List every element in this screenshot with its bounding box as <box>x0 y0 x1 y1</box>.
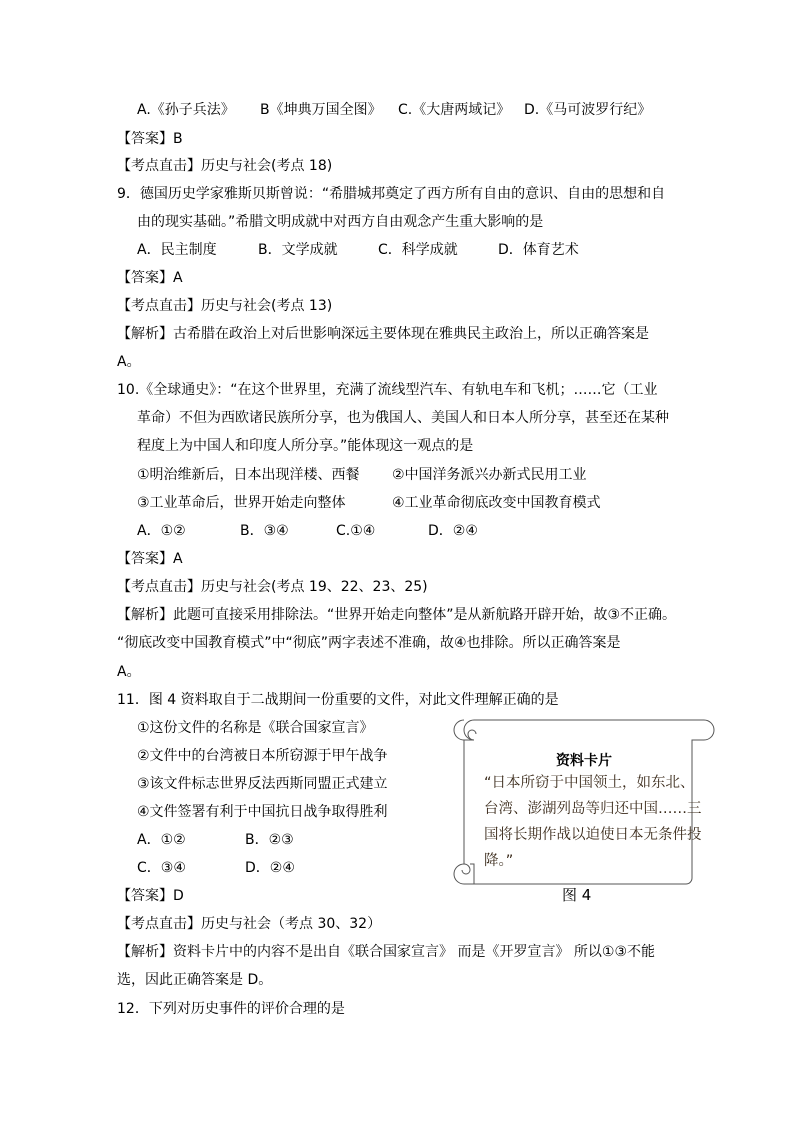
q11-option-c: C．③④ <box>137 860 186 876</box>
q9-analysis-2: A。 <box>117 354 141 370</box>
q12-stem: 12．下列对历史事件的评价合理的是 <box>117 1001 345 1017</box>
q9-answer: 【答案】A <box>117 270 183 286</box>
material-card <box>452 718 716 886</box>
q9-option-b: B．文学成就 <box>258 242 338 258</box>
q11-answer: 【答案】D <box>117 888 184 904</box>
q9-option-a: A．民主制度 <box>137 242 217 258</box>
q10-point: 【考点直击】历史与社会(考点 19、22、23、25) <box>117 579 428 595</box>
card-title: 资料卡片 <box>556 753 612 769</box>
q10-stem-1: 10.《全球通史》：“在这个世界里，充满了流线型汽车、有轨电车和飞机；……它（工业 <box>117 382 658 398</box>
q8-option-d: D.《马可波罗行纪》 <box>524 102 652 118</box>
q9-option-d: D．体育艺术 <box>498 242 579 258</box>
q10-option-a: A．①② <box>137 523 186 539</box>
q11-item-1: ①这份文件的名称是《联合国家宣言》 <box>137 720 374 736</box>
q10-analysis-3: A。 <box>117 664 141 680</box>
q10-answer: 【答案】A <box>117 551 183 567</box>
q11-item-2: ②文件中的台湾被日本所窃源于甲午战争 <box>137 748 388 764</box>
q11-stem: 11．图 4 资料取自于二战期间一份重要的文件，对此文件理解正确的是 <box>117 692 559 708</box>
q11-item-3: ③该文件标志世界反法西斯同盟正式建立 <box>137 776 388 792</box>
q11-option-a: A．①② <box>137 832 186 848</box>
q10-stem-3: 程度上为中国人和印度人所分享。”能体现这一观点的是 <box>137 438 474 454</box>
q10-analysis-2: “彻底改变中国教育模式”中“彻底”两字表述不准确，故④也排除。所以正确答案是 <box>117 635 621 651</box>
q8-answer: 【答案】B <box>117 131 183 147</box>
q11-analysis-1: 【解析】资料卡片中的内容不是出自《联合国家宣言》 而是《开罗宣言》 所以①③不能 <box>117 944 655 960</box>
q9-stem-2: 由的现实基础。”希腊文明成就中对西方自由观念产生重大影响的是 <box>137 214 544 230</box>
q8-option-b: B《坤典万国全图》 <box>260 102 382 118</box>
q11-item-4: ④文件签署有利于中国抗日战争取得胜利 <box>137 804 388 820</box>
figure-caption: 图 4 <box>562 886 592 904</box>
q9-point: 【考点直击】历史与社会(考点 13) <box>117 298 333 314</box>
q8-point: 【考点直击】历史与社会(考点 18) <box>117 158 333 174</box>
q9-stem-1: 9．德国历史学家雅斯贝斯曾说：“希腊城邦奠定了西方所有自由的意识、自由的思想和自 <box>117 186 666 202</box>
q8-option-c: C.《大唐两域记》 <box>398 102 511 118</box>
q10-item-3: ③工业革命后，世界开始走向整体 <box>137 495 346 511</box>
q11-analysis-2: 选，因此正确答案是 D。 <box>117 972 273 988</box>
q11-option-b: B．②③ <box>245 832 294 848</box>
q10-option-b: B．③④ <box>240 523 289 539</box>
q10-item-2: ②中国洋务派兴办新式民用工业 <box>392 467 587 483</box>
q10-option-d: D．②④ <box>428 523 478 539</box>
q10-stem-2: 革命）不但为西欧诸民族所分享，也为俄国人、美国人和日本人所分享，甚至还在某种 <box>137 410 669 426</box>
q10-item-4: ④工业革命彻底改变中国教育模式 <box>392 495 601 511</box>
q9-option-c: C．科学成就 <box>378 242 458 258</box>
q10-item-1: ①明治维新后，日本出现洋楼、西餐 <box>137 467 360 483</box>
q9-analysis-1: 【解析】古希腊在政治上对后世影响深远主要体现在雅典民主政治上，所以正确答案是 <box>117 326 649 342</box>
q8-option-a: A.《孙子兵法》 <box>137 102 235 118</box>
q11-point: 【考点直击】历史与社会（考点 30、32） <box>117 916 382 932</box>
q11-option-d: D．②④ <box>245 860 295 876</box>
q10-option-c: C.①④ <box>336 523 376 539</box>
card-quote: “日本所窃于中国领土，如东北、台湾、澎湖列岛等归还中国……三国将长期作战以迫使日本无条件投降。” <box>484 775 702 869</box>
q10-analysis-1: 【解析】此题可直接采用排除法。“世界开始走向整体”是从新航路开辟开始，故③不正确。 <box>117 607 677 623</box>
